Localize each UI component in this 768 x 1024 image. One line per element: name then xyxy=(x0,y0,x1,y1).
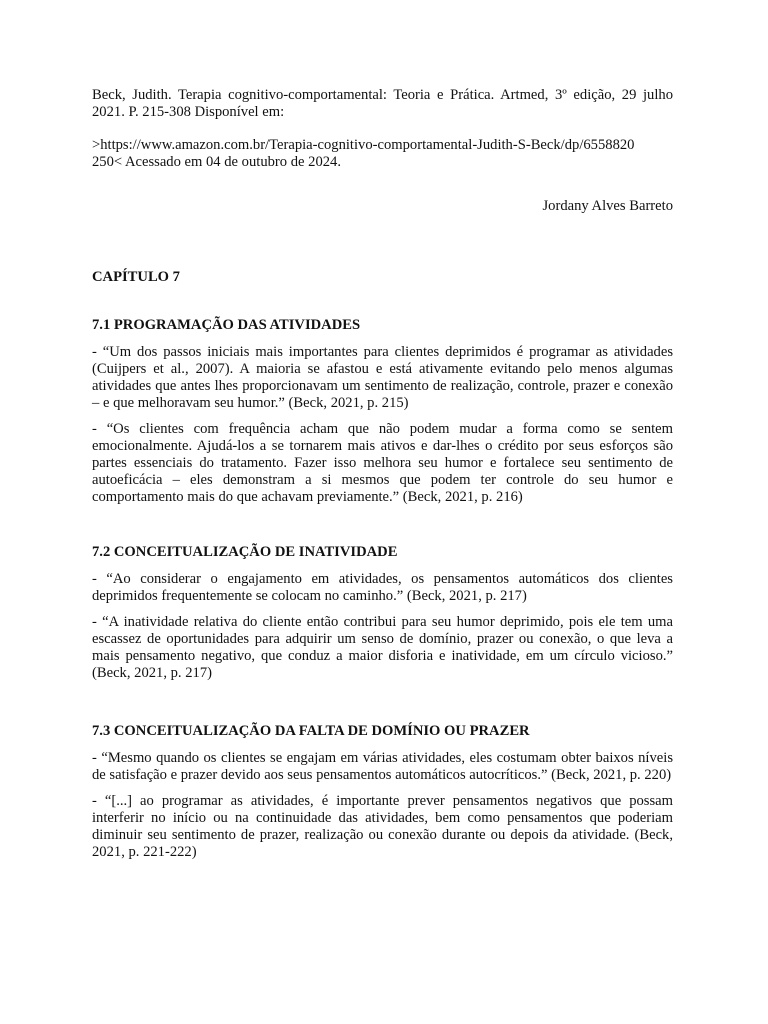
section-title-7-3: 7.3 CONCEITUALIZAÇÃO DA FALTA DE DOMÍNIO OU PRAZER xyxy=(92,723,530,739)
quote-7-2-b: - “A inatividade relativa do cliente então contribui para seu humor deprimido, pois ele tem uma escassez de oportunidades para adquirir um senso de domínio, prazer ou conexão, o que leva a mais pensamento negativo, que conduz a maior disforia e inatividade, em um círculo vicioso.” (Beck, 2021, p. 217) xyxy=(92,614,673,681)
reference-url-line xyxy=(92,137,673,171)
quote-7-3-b: - “[...] ao programar as atividades, é importante prever pensamentos negativos que possam interferir no início ou na continuidade das atividades, bem como pensamentos que poderiam diminuir seu sentimento de prazer, realização ou conexão durante ou depois da atividade. (Beck, 2021, p. 221-222) xyxy=(92,793,673,860)
quote-7-2-a: - “Ao considerar o engajamento em atividades, os pensamentos automáticos dos clientes deprimidos frequentemente se colocam no caminho.” (Beck, 2021, p. 217) xyxy=(92,571,673,604)
section-title-7-2: 7.2 CONCEITUALIZAÇÃO DE INATIVIDADE xyxy=(92,544,398,560)
chapter-title: CAPÍTULO 7 xyxy=(92,269,180,285)
reference-url: >https://www.amazon.com.br/Terapia-cognitivo-comportamental-Judith-S-Beck/dp/6558820 xyxy=(92,137,635,153)
section-title-7-1: 7.1 PROGRAMAÇÃO DAS ATIVIDADES xyxy=(92,317,361,333)
quote-7-1-a: - “Um dos passos iniciais mais importantes para clientes deprimidos é programar as atividades (Cuijpers et al., 2007). A maioria se afastou e está ativamente evitando pelo menos algumas atividades que antes lhes proporcionavam um sentimento de realização, controle, prazer e conexão – e que melhoravam seu humor.” (Beck, 2021, p. 215) xyxy=(92,344,673,411)
quote-7-1-b: - “Os clientes com frequência acham que não podem mudar a forma como se sentem emocionalmente. Ajudá-los a se tornarem mais ativos e dar-lhes o crédito por seus esforços são partes essenciais do tratamento. Fazer isso melhora seu humor e fortalece seu sentimento de autoeficácia – eles demonstram a si mesmos que podem ter controle do seu humor e comportamento mais do que achavam previamente.” (Beck, 2021, p. 216) xyxy=(92,421,673,505)
reference-access-date: 250< Acessado em 04 de outubro de 2024. xyxy=(92,154,341,170)
author-name: Jordany Alves Barreto xyxy=(542,198,673,214)
quote-7-3-a: - “Mesmo quando os clientes se engajam em várias atividades, eles costumam obter baixos níveis de satisfação e prazer devido aos seus pensamentos automáticos autocríticos.” (Beck, 2021, p. 220) xyxy=(92,750,673,783)
reference-citation: Beck, Judith. Terapia cognitivo-comportamental: Teoria e Prática. Artmed, 3º edição, 29 julho 2021. P. 215-308 Disponível em: xyxy=(92,87,673,120)
document-page xyxy=(92,87,673,861)
